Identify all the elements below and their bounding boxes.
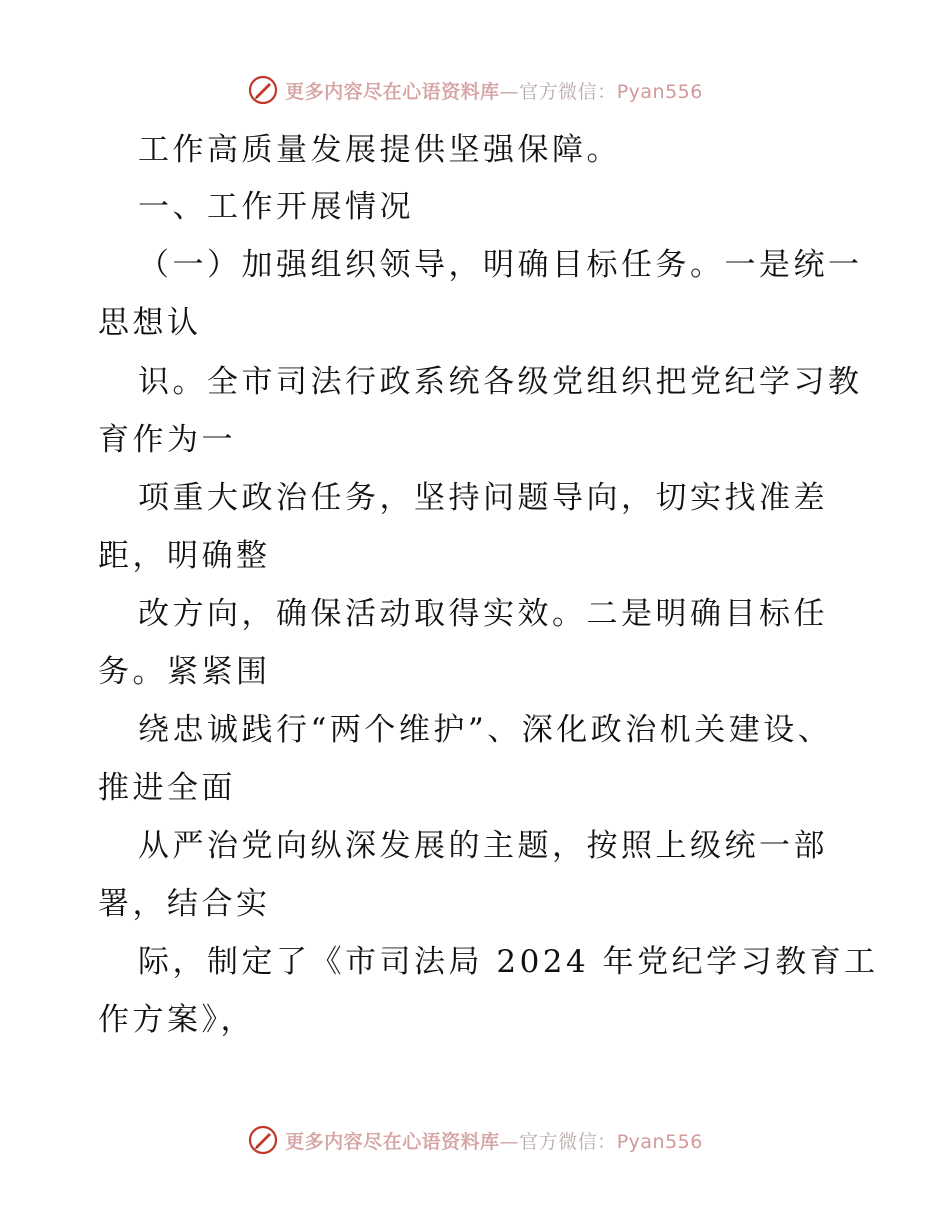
body-line: 距，明确整 <box>98 538 271 574</box>
footer-watermark <box>0 1120 950 1160</box>
section-heading: 一、工作开展情况 <box>138 189 414 225</box>
body-line: 育作为一 <box>98 422 236 458</box>
watermark-account: Pyan556 <box>616 80 703 103</box>
watermark-dash: — <box>499 80 520 103</box>
body-line: 项重大政治任务，坚持问题导向，切实找准差 <box>138 480 828 516</box>
header-watermark <box>0 70 950 110</box>
watermark-label: 官方微信： <box>519 1130 617 1153</box>
body-line: 作方案》， <box>98 1002 255 1038</box>
quill-pen-logo-icon <box>247 1124 279 1156</box>
watermark-text <box>285 77 703 104</box>
quill-pen-logo-icon <box>247 74 279 106</box>
body-line: 识。全市司法行政系统各级党组织把党纪学习教 <box>138 364 863 400</box>
watermark-label: 官方微信： <box>519 80 617 103</box>
body-line: 从严治党向纵深发展的主题，按照上级统一部 <box>138 828 828 864</box>
body-line: 思想认 <box>98 305 202 341</box>
watermark-text <box>285 1127 703 1154</box>
body-line: 绕忠诚践行“两个维护”、深化政治机关建设、 <box>138 712 833 748</box>
body-line: 际，制定了《市司法局 2024 年党纪学习教育工 <box>138 944 879 980</box>
watermark-main: 更多内容尽在心语资料库 <box>285 80 500 103</box>
body-line: 推进全面 <box>98 770 236 806</box>
body-line: （一）加强组织领导，明确目标任务。一是统一 <box>138 247 863 283</box>
body-line: 署，结合实 <box>98 886 271 922</box>
body-line: 改方向，确保活动取得实效。二是明确目标任 <box>138 596 828 632</box>
body-line: 工作高质量发展提供坚强保障。 <box>138 132 621 168</box>
watermark-dash: — <box>499 1130 520 1153</box>
body-line: 务。紧紧围 <box>98 654 271 690</box>
watermark-account: Pyan556 <box>616 1130 703 1153</box>
watermark-main: 更多内容尽在心语资料库 <box>285 1130 500 1153</box>
